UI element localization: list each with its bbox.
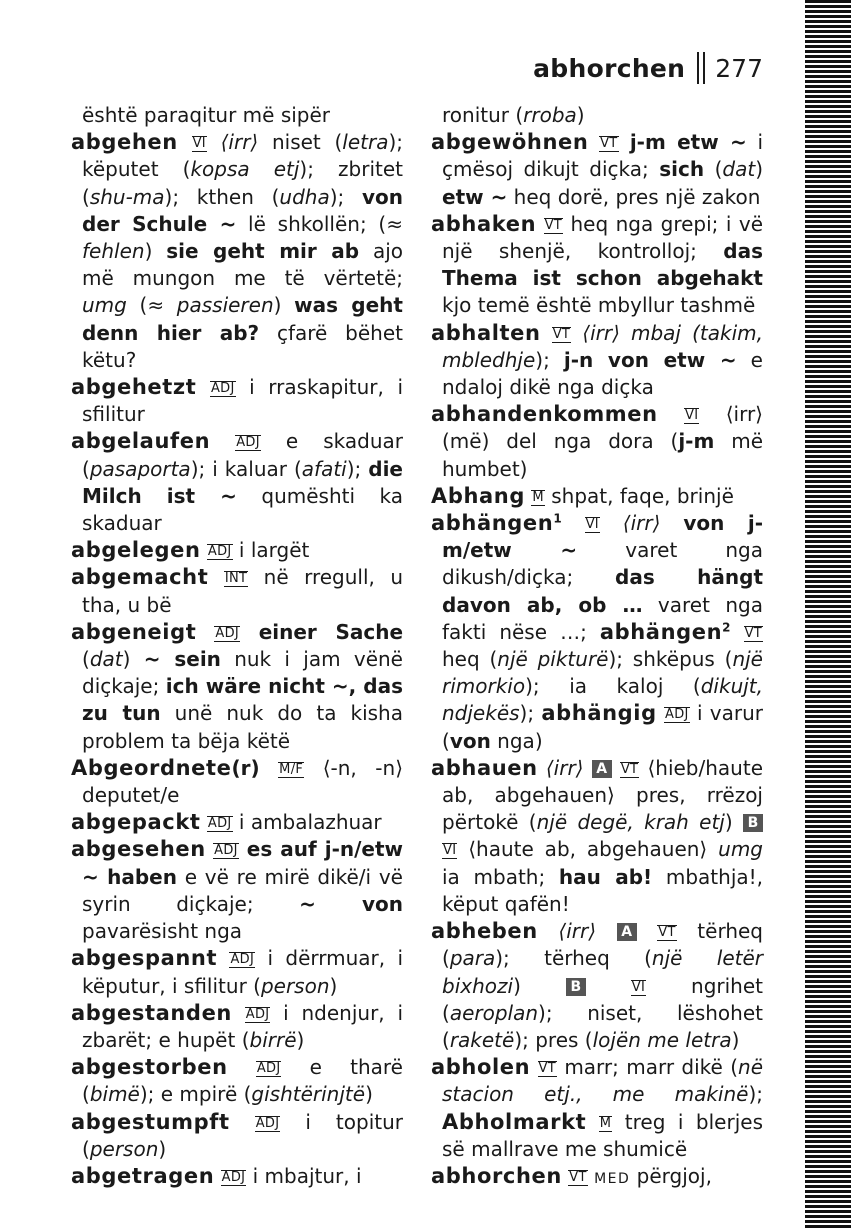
definition: ) (365, 1082, 373, 1107)
entry-abhang (431, 483, 763, 510)
entry-abhaengen (431, 510, 763, 755)
context-note: në stacion etj., me makinë (442, 1055, 764, 1107)
headword: abgestanden (71, 1000, 232, 1025)
context-note: dikujt, ndjekës (442, 674, 763, 726)
headword: abgestorben (71, 1055, 228, 1080)
context-note: një rimorkio (442, 647, 763, 699)
sense-badge-b: B (566, 978, 586, 996)
definition: qumështi ka skaduar (82, 483, 403, 536)
pos-tag: VI (443, 843, 457, 859)
pos-tag: ADJ (215, 625, 240, 641)
context-note: afati (301, 456, 347, 481)
pos-tag: ADJ (230, 952, 255, 968)
grammar-note: ⟨irr⟩ (599, 511, 684, 536)
definition: ) (329, 973, 338, 998)
headword: abgetragen (71, 1163, 215, 1188)
register-label: umg (718, 837, 763, 862)
pos-tag: VT (569, 1169, 587, 1185)
entry-abgestanden (71, 1000, 403, 1054)
pos-tag: ADJ (210, 381, 235, 397)
headword: abhängig (541, 701, 657, 726)
definition: ) (122, 647, 144, 672)
definition: treg i blerjes së mallrave me shumicë (442, 1109, 763, 1161)
entry-abhandenkommen (431, 401, 763, 483)
pos-tag: ADJ (256, 1061, 281, 1077)
definition: ); niset, lëshohet ( (442, 1000, 763, 1052)
definition: ); (329, 184, 362, 209)
definition: ajo më mungon me të vërtetë; (82, 239, 404, 291)
phrase: ich wäre nicht ~, das zu tun (82, 674, 403, 726)
context-note: rroba (523, 103, 577, 127)
definition: ); (748, 1082, 763, 1107)
headword: abhorchen (431, 1163, 562, 1188)
headword: abholen (431, 1055, 531, 1080)
definition: përgjoj, (630, 1163, 712, 1188)
grammar-note: ⟨irr⟩ (537, 755, 592, 780)
definition: ) (755, 157, 763, 182)
grammar-note: ⟨irr⟩ (220, 130, 259, 155)
pos-tag: ADJ (214, 843, 238, 859)
entry-abgetragen (71, 1163, 403, 1190)
context-note: raketë (449, 1027, 515, 1052)
pos-tag: VT (658, 925, 676, 941)
pos-tag: VT (538, 1061, 556, 1077)
definition: ) (144, 239, 167, 264)
entry-abheben (431, 918, 763, 1054)
sense-badge-a: A (617, 923, 637, 941)
definition: ngrihet ( (442, 973, 763, 1025)
phrase: sich (659, 157, 705, 182)
context-note: takim, mbledhje (442, 320, 763, 372)
definition: ); zbritet ( (82, 157, 404, 209)
phrase: was geht denn hier ab? (82, 293, 403, 345)
definition: ⟨hieb/haute ab, abgehauen⟩ pres, rrëzoj përtokë ( (442, 755, 763, 835)
definition: ); ia kaloj ( (525, 674, 701, 699)
page-number: 277 (715, 53, 763, 83)
sense-badge-a: A (592, 760, 612, 778)
phrase: j-m (678, 429, 715, 454)
definition: ⟨irr⟩ (më) del nga dora ( (442, 402, 763, 454)
definition: i topitur ( (82, 1109, 404, 1161)
pos-tag: VI (631, 979, 646, 995)
definition: varet nga fakti nëse …; (442, 592, 763, 644)
entry-abhorchen (431, 1163, 763, 1193)
definition: ); i kaluar ( (190, 456, 302, 481)
homograph-number: 2 (722, 620, 731, 635)
headword: abgespannt (71, 946, 218, 971)
definition: i largët (232, 538, 310, 563)
definition: i rraskapitur, i sfilitur (82, 375, 404, 427)
definition: tërheq ( (442, 919, 763, 971)
context-note: person (260, 973, 330, 998)
entry-abhaken (431, 211, 763, 320)
definition: heq dorë, pres një zakon (507, 184, 761, 209)
homograph-number: 1 (553, 511, 562, 526)
headword: abhandenkommen (431, 402, 658, 427)
definition: i ambalazhuar (232, 810, 382, 835)
context-note: bimë (89, 1082, 140, 1107)
entry-abholen (431, 1054, 763, 1163)
phrase: j-m etw ~ (618, 130, 747, 155)
definition: i dërrmuar, i këputur, i sfilitur ( (82, 946, 404, 998)
headword: abhängen (599, 619, 723, 644)
pos-tag: ADJ (236, 435, 260, 451)
context-note: një letër bixhozi (442, 946, 763, 998)
headword: abgehetzt (71, 375, 197, 400)
phrase: etw ~ (442, 184, 508, 209)
definition: ); (535, 347, 564, 372)
definition: i mbajtur, i (246, 1163, 362, 1188)
left-column (71, 102, 403, 1190)
definition: më humbet) (442, 429, 763, 481)
entry-abgewoehnen (431, 129, 763, 211)
entry-abgehetzt (71, 374, 403, 428)
entry-abgesehen (71, 836, 403, 945)
headword: abgestumpft (71, 1109, 230, 1134)
headword-suffix: (r) (231, 755, 260, 780)
definition: ia mbath; (442, 864, 559, 889)
context-note: pasaporta (89, 456, 191, 481)
entry-abhalten (431, 320, 763, 402)
definition: ); kthen ( (164, 184, 280, 209)
headword: abgewöhnen (431, 130, 589, 155)
phrase: von (449, 728, 491, 753)
phrase: von der Schule ~ (82, 184, 403, 236)
definition: ) (724, 810, 743, 835)
definition: varet nga dikush/diçka; (442, 538, 763, 590)
phrase: von j-m/etw ~ (442, 511, 764, 563)
pos-tag: ADJ (207, 544, 232, 560)
phrase: j-n von etw ~ (563, 347, 737, 372)
context-note: gishtërinjtë (251, 1082, 366, 1107)
definition: ); (519, 701, 542, 726)
definition: unë nuk do ta kisha problem ta bëja këtë (82, 701, 403, 753)
field-label: MED (594, 1170, 631, 1187)
register-label: umg (82, 293, 127, 318)
phrase: das Thema ist schon abgehakt (442, 239, 763, 291)
context-note: aeroplan (449, 1000, 539, 1025)
case-label: dat (89, 647, 123, 672)
entry-abgeordnete (71, 755, 403, 809)
context-note: lojën me letra (592, 1027, 732, 1052)
definition: marr; marr dikë ( (556, 1055, 739, 1080)
pos-tag: VT (744, 625, 762, 641)
context-note: para (449, 946, 496, 971)
headword: abhängen (431, 511, 554, 536)
definition: ) (731, 1027, 740, 1052)
definition: ( (126, 293, 148, 318)
headword: abgelaufen (71, 429, 211, 454)
pos-tag: ADJ (255, 1115, 280, 1131)
sense-badge-b: B (743, 814, 763, 832)
pos-tag: M (532, 489, 544, 505)
pos-tag: VT (620, 761, 639, 777)
header-divider (697, 52, 705, 84)
case-label: dat (722, 157, 756, 182)
definition: e tharë ( (82, 1055, 403, 1107)
definition: i çmësoj dikujt diçka; (442, 130, 764, 182)
definition: heq ( (442, 647, 498, 672)
phrase: das hängt davon ab, ob … (442, 565, 763, 617)
context-note: një pikturë (497, 647, 609, 672)
context-note: ≈ passieren (147, 293, 274, 318)
definition: ( (704, 157, 723, 182)
phrase: hau ab! (558, 864, 653, 889)
headword: abhalten (431, 320, 541, 345)
definition: ronitur ( (442, 103, 524, 127)
definition: ); shkëpus ( (608, 647, 733, 672)
definition: niset ( (258, 130, 343, 155)
definition: ); tërheq ( (495, 946, 652, 971)
entry-abhauen (431, 755, 763, 918)
entry-abgestumpft (71, 1109, 403, 1163)
pos-tag: VI (192, 136, 206, 152)
definition: i ndenjur, i zbarët; e hupët ( (82, 1000, 403, 1052)
pos-tag: ADJ (221, 1169, 246, 1185)
definition: heq nga grepi; i vë një shenjë, kontrolloj; (442, 211, 764, 264)
pos-tag: M (599, 1115, 612, 1131)
definition: e skaduar ( (82, 429, 404, 481)
pos-tag: ADJ (207, 816, 232, 832)
pos-tag: VT (600, 136, 618, 152)
headword: abhauen (431, 755, 538, 780)
context-note: shu-ma (89, 184, 165, 209)
definition: ) (273, 293, 295, 318)
definition: ); (346, 456, 369, 481)
definition: çfarë bëhet këtu? (82, 320, 404, 372)
definition: në rregull, u tha, u bë (82, 565, 404, 617)
headword: abgehen (71, 130, 178, 155)
context-note: person (89, 1136, 159, 1161)
definition: ) (296, 1027, 305, 1052)
context-note: një degë, krah etj (536, 810, 725, 835)
context-note: kopsa etj (190, 157, 300, 182)
definition: e ndaloj dikë nga diçka (442, 347, 763, 400)
definition: ( (82, 647, 90, 672)
entry-abgestorben (71, 1054, 403, 1108)
continuation-text (431, 102, 763, 129)
definition: ); pres ( (514, 1027, 593, 1052)
pos-tag: VT (552, 326, 571, 342)
definition: nuk i jam vënë diçkaje; (82, 647, 403, 699)
headword: abgemacht (71, 565, 209, 590)
pos-tag: VT (544, 217, 563, 233)
continuation-text: është paraqitur më sipër (82, 103, 331, 127)
headword: abgesehen (71, 837, 206, 862)
pos-tag: VI (685, 408, 699, 424)
headword: abgeneigt (71, 619, 197, 644)
headword: abhaken (431, 211, 537, 236)
running-header (533, 50, 763, 86)
phrase: es auf j-n/etw ~ haben (82, 837, 404, 889)
entry-abgemacht (71, 564, 403, 618)
headword: abgelegen (71, 538, 201, 563)
thumb-index-strip (805, 0, 851, 1229)
entry-abgespannt (71, 945, 403, 999)
definition: lë shkollën; ( (236, 211, 387, 236)
definition: ) (513, 973, 566, 998)
pos-tag: INT (224, 571, 248, 587)
definition: pavarësisht nga (82, 919, 243, 944)
definition: ); këputet ( (82, 130, 404, 182)
definition: e vë re mirë dikë/i vë syrin diçkaje; (82, 864, 403, 916)
grammar-note: ⟨irr⟩ mbaj ( (571, 320, 700, 345)
definition: ) (576, 103, 585, 127)
context-note: ≈ fehlen (82, 211, 403, 264)
grammar-note: ⟨irr⟩ (537, 919, 617, 944)
phrase: ~ von (299, 891, 403, 916)
definition: ) (158, 1136, 167, 1161)
headword: Abhang (431, 483, 525, 508)
definition: ⟨haute ab, abgehauen⟩ (457, 837, 719, 862)
phrase: sie geht mir ab (166, 239, 360, 264)
phrase: ~ sein (143, 647, 221, 672)
entry-abgelegen (71, 537, 403, 564)
headword: abgepackt (71, 810, 201, 835)
pos-tag: ADJ (245, 1006, 270, 1022)
definition: shpat, faqe, brinjë (544, 483, 734, 508)
context-note: letra (342, 130, 389, 155)
phrase: die Milch ist ~ (82, 456, 403, 508)
definition: i varur ( (442, 701, 763, 753)
pos-tag: ADJ (665, 707, 689, 723)
entry-abgepackt (71, 809, 403, 836)
phrase: einer Sache (240, 619, 404, 644)
headword: abheben (431, 919, 538, 944)
pos-tag: M/F (279, 761, 304, 777)
definition: mbathja!, këput qafën! (442, 864, 764, 916)
context-note: udha (279, 184, 330, 209)
right-column (431, 102, 763, 1193)
definition: ⟨-n, -n⟩ deputet/e (82, 755, 404, 808)
definition: ); e mpirë ( (139, 1082, 252, 1107)
entry-abgeneigt (71, 619, 403, 755)
guide-word: abhorchen (533, 53, 686, 83)
context-note: birrë (249, 1027, 297, 1052)
definition: nga) (490, 728, 543, 753)
headword: Abgeordnete (71, 755, 232, 780)
entry-abgehen (71, 129, 403, 374)
headword: Abholmarkt (442, 1109, 587, 1134)
entry-abgelaufen (71, 428, 403, 537)
definition: kjo temë është mbyllur tashmë (442, 293, 756, 318)
pos-tag: VI (585, 517, 599, 533)
